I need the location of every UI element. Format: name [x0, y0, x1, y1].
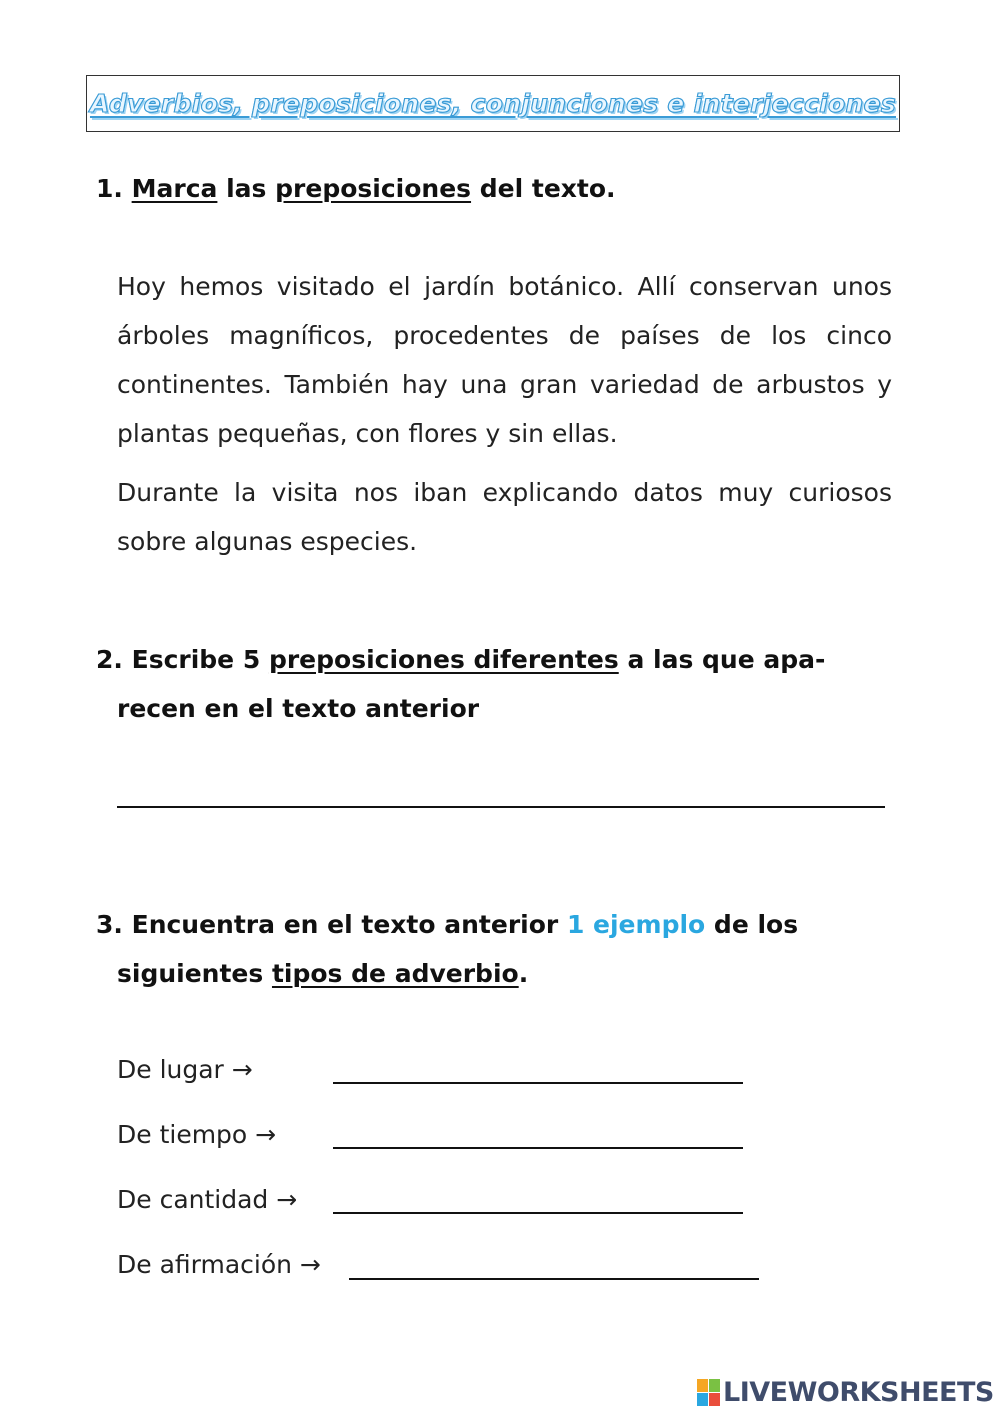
question-1-text: las [217, 174, 276, 203]
liveworksheets-logo [697, 1377, 994, 1408]
text-paragraph-2: Durante la visita nos iban explicando datos muy curiosos sobre algunas especies. [117, 478, 892, 556]
question-3-number: 3. [96, 910, 123, 939]
question-3-line-2-text: siguientes [117, 959, 272, 988]
liveworksheets-icon [697, 1379, 721, 1407]
question-1-text-end: del texto. [471, 174, 616, 203]
question-2-text-end: a las que apa- [618, 645, 826, 674]
question-3-line-2 [117, 949, 528, 998]
question-3-period: . [518, 959, 529, 988]
question-3 [96, 900, 798, 949]
question-2-keyword: preposiciones diferentes [268, 645, 619, 674]
worksheet-title: Adverbios, preposiciones, conjunciones e interjecciones [89, 89, 897, 118]
question-3-text-end: de los [705, 910, 799, 939]
title-box [86, 75, 900, 132]
question-2 [96, 635, 825, 684]
adverb-label-lugar: De lugar → [117, 1055, 253, 1084]
question-3-text: Encuentra en el texto anterior [122, 910, 567, 939]
question-1 [96, 164, 616, 213]
question-3-keyword: tipos de adverbio [271, 959, 519, 988]
answer-line-afirmacion[interactable] [349, 1278, 759, 1280]
question-2-text: Escribe 5 [122, 645, 269, 674]
question-2-number: 2. [96, 645, 123, 674]
adverb-label-tiempo: De tiempo → [117, 1120, 277, 1149]
question-1-keyword: preposiciones [275, 174, 472, 203]
answer-line-tiempo[interactable] [333, 1147, 743, 1149]
answer-line-lugar[interactable] [333, 1082, 743, 1084]
adverb-label-cantidad: De cantidad → [117, 1185, 298, 1214]
adverb-label-afirmacion: De afirmación → [117, 1250, 321, 1279]
answer-line-question-2[interactable] [117, 806, 885, 808]
question-2-line-2: recen en el texto anterior [117, 694, 480, 723]
answer-line-cantidad[interactable] [333, 1212, 743, 1214]
text-paragraph-1: Hoy hemos visitado el jardín botánico. Allí conservan unos árboles magníficos, procedentes de países de los cinco continentes. También hay una gran variedad de arbustos y plantas pequeñas, con flores y sin ellas. [117, 272, 892, 448]
question-1-number: 1. [96, 174, 123, 203]
brand-name: LIVEWORKSHEETS [723, 1377, 994, 1408]
question-3-highlight: 1 ejemplo [566, 910, 706, 939]
question-1-verb: Marca [131, 174, 218, 203]
